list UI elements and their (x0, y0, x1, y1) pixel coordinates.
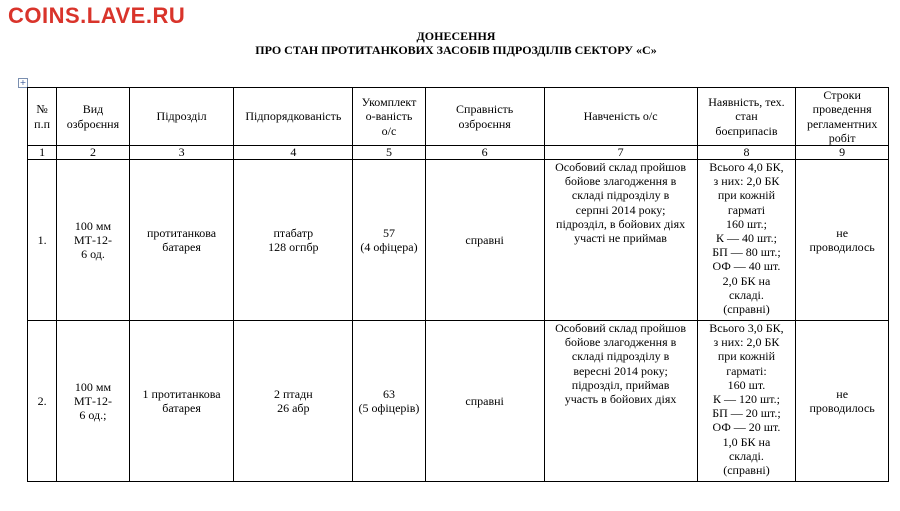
cell-ammo-line: 2,0 БК на (722, 273, 771, 288)
cell-num: 1. (28, 160, 57, 321)
cell-subordination (234, 160, 353, 321)
column-header-line: озброєння (458, 116, 511, 131)
cell-maintenance (796, 321, 889, 482)
cell-ammo-line: з них: 2,0 БК (713, 174, 780, 189)
column-header-line: Підрозділ (156, 109, 207, 124)
cell-subordination (234, 321, 353, 482)
column-header-line: Справність (456, 102, 514, 117)
cell-subordination-line: 2 птадн (273, 386, 313, 401)
header-row (28, 88, 889, 146)
cell-unit-line: батарея (162, 240, 201, 254)
cell-unit (129, 160, 234, 321)
column-header-2 (57, 88, 130, 146)
cell-ammo-line: БП — 80 шт.; (712, 245, 781, 260)
column-number-9: 9 (796, 146, 889, 160)
column-header-line: п.п (34, 116, 51, 131)
cell-training-line: бойове злагодження в (564, 335, 677, 350)
cell-ammo-line: 160 шт.; (725, 216, 767, 231)
column-number-4: 4 (234, 146, 353, 160)
column-header-line: Наявність, тех. (708, 95, 785, 110)
document-heading (0, 29, 900, 57)
cell-ammo-line: складі. (728, 448, 764, 463)
cell-staffing-line: 63 (382, 386, 395, 401)
cell-subordination-line: птабатр (273, 225, 314, 240)
cell-weapon-line: 100 мм (74, 218, 112, 233)
cell-ammo-line: з них: 2,0 БК (713, 335, 780, 350)
column-number-7: 7 (544, 146, 697, 160)
cell-subordination-line: 128 огпбр (268, 240, 319, 254)
cell-ammo-line: 160 шт. (727, 377, 766, 392)
cell-training-line: участі не приймав (574, 231, 667, 246)
cell-weapon-line: 6 од.; (79, 408, 107, 423)
site-watermark: COINS.LAVE.RU (8, 3, 186, 28)
cell-staffing (353, 160, 426, 321)
column-number-6: 6 (425, 146, 544, 160)
move-handle-icon[interactable]: + (19, 78, 27, 87)
cell-num: 2. (28, 321, 57, 482)
cell-serviceability (425, 321, 544, 482)
cell-training (544, 160, 697, 321)
cell-weapon-line: 6 од. (81, 247, 105, 262)
cell-unit (129, 321, 234, 482)
cell-training (544, 321, 697, 482)
cell-training-line: участь в бойових діях (564, 392, 677, 407)
cell-weapon-line: 100 мм (74, 379, 112, 394)
cell-training-line: Особовий склад пройшов (555, 160, 687, 174)
column-number-1: 1 (28, 146, 57, 160)
column-header-line: Підпорядкованість (245, 109, 342, 124)
cell-serviceability (425, 160, 544, 321)
cell-training-line: бойове злагодження в (564, 174, 677, 189)
cell-ammo-line: Всього 3,0 БК, (709, 321, 784, 335)
cell-weapon (57, 321, 130, 482)
cell-staffing (353, 321, 426, 482)
column-header-5 (353, 88, 426, 146)
column-number-3: 3 (129, 146, 234, 160)
column-header-line: о-ваність (365, 109, 413, 124)
cell-training-line: вересні 2014 року; (573, 363, 668, 378)
cell-training-line: підрозділ, в бойових діях (556, 216, 686, 231)
cell-weapon (57, 160, 130, 321)
column-header-4 (234, 88, 353, 146)
cell-ammo-line: 1,0 БК на (722, 434, 771, 449)
column-header-line: Вид (82, 102, 104, 117)
heading-title: ДОНЕСЕННЯ (416, 29, 496, 43)
column-header-9 (796, 88, 889, 146)
column-header-line: стан (735, 109, 758, 124)
cell-ammo-line: (справні) (723, 463, 770, 478)
column-number-2: 2 (57, 146, 130, 160)
report-table (27, 87, 889, 482)
heading-subtitle: ПРО СТАН ПРОТИТАНКОВИХ ЗАСОБІВ ПІДРОЗДІЛІВ СЕКТОРУ «С» (255, 43, 657, 57)
cell-unit-line: протитанкова (147, 225, 217, 240)
cell-weapon-line: МТ-12- (73, 232, 112, 247)
column-header-line: Навченість о/с (583, 109, 658, 124)
column-header-line: озброєння (66, 116, 120, 131)
cell-staffing-line: 57 (382, 225, 395, 240)
cell-ammo (697, 321, 796, 482)
column-header-line: регламентних (806, 116, 878, 131)
cell-ammo-line: гарматі (727, 202, 766, 217)
cell-ammo-line: К — 120 шт.; (712, 392, 780, 407)
cell-staffing-line: (5 офіцерів) (358, 401, 420, 415)
cell-ammo-line: Всього 4,0 БК, (709, 160, 784, 174)
cell-maintenance (796, 160, 889, 321)
cell-subordination-line: 26 абр (277, 401, 310, 415)
cell-ammo-line: ОФ — 20 шт. (712, 420, 781, 435)
cell-unit-line: батарея (162, 401, 201, 415)
cell-training-line: Особовий склад пройшов (555, 321, 687, 335)
cell-ammo-line: К — 40 шт.; (715, 231, 777, 246)
column-header-line: Укомплект (361, 95, 417, 110)
column-header-line: № (36, 102, 48, 117)
cell-training-line: складі підрозділу в (571, 349, 670, 364)
cell-training-line: серпні 2014 року; (575, 202, 666, 217)
column-number-row (28, 146, 889, 160)
cell-unit-line: 1 протитанкова (142, 386, 221, 401)
column-header-3 (129, 88, 234, 146)
column-header-line: Строки (823, 88, 861, 103)
column-number-8: 8 (697, 146, 796, 160)
cell-serviceability-line: справні (465, 393, 504, 408)
cell-training-line: складі підрозділу в (571, 188, 670, 203)
column-number-5: 5 (353, 146, 426, 160)
cell-maintenance-line: проводилось (809, 401, 875, 415)
cell-ammo-line: ОФ — 40 шт. (712, 259, 781, 274)
cell-ammo-line: при кожній (717, 349, 776, 364)
column-header-8 (697, 88, 796, 146)
cell-ammo-line: при кожній (717, 188, 776, 203)
column-header-7 (544, 88, 697, 146)
cell-ammo (697, 160, 796, 321)
cell-maintenance-line: не (836, 225, 849, 240)
column-header-line: боєприпасів (715, 123, 778, 138)
cell-staffing-line: (4 офіцера) (360, 240, 418, 254)
cell-ammo-line: (справні) (723, 302, 770, 317)
column-header-1 (28, 88, 57, 146)
cell-training-line: підрозділ, приймав (571, 377, 670, 392)
table-row (28, 160, 889, 321)
cell-ammo-line: складі. (728, 287, 764, 302)
cell-maintenance-line: не (836, 386, 849, 401)
cell-weapon-line: МТ-12- (73, 393, 112, 408)
cell-maintenance-line: проводилось (809, 240, 875, 254)
table-row (28, 321, 889, 482)
column-header-line: о/с (381, 123, 397, 138)
cell-serviceability-line: справні (465, 232, 504, 247)
cell-ammo-line: гарматі: (726, 363, 767, 378)
column-header-line: проведення (812, 102, 872, 117)
column-header-6 (425, 88, 544, 146)
column-header-line: робіт (828, 130, 856, 145)
cell-ammo-line: БП — 20 шт.; (712, 406, 781, 421)
